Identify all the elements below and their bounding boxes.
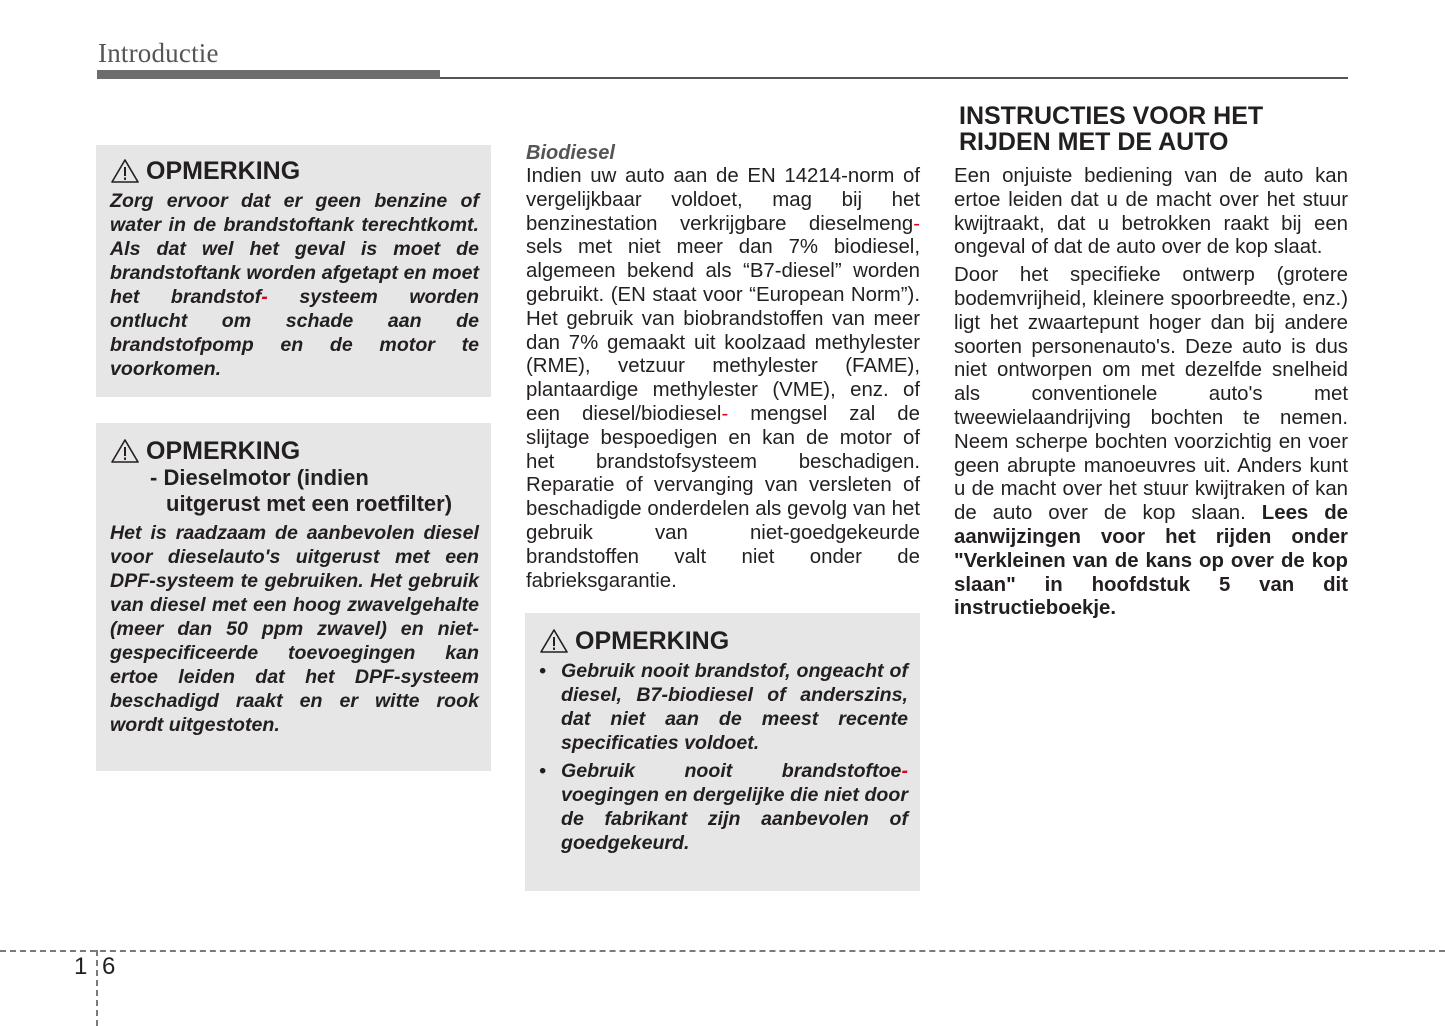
paragraph-text: sels met niet meer dan 7% biodiesel, algemeen bekend als “B7-diesel” worden gebruikt. (EN staat voor “European Norm”). Het gebruik van biobrandstoffen van meer dan 7% gemaakt uit koolzaad methylester (RME), vetzuur methylester (FAME), plantaardige methylester (VME), enz. of een diesel/biodiesel [526,236,920,425]
header-bar [97,70,440,79]
header-rule [440,77,1348,79]
note-bullet: • Gebruik nooit brandstoftoe- voegingen en dergelijke die niet door de fabrikant zijn aanbevolen of goedgekeurd. [539,759,908,855]
note-bullet: • Gebruik nooit brandstof, ongeacht of diesel, B7-biodiesel of anderszins, dat niet aan de meest recente specificaties voldoet. [539,659,908,755]
paragraph-text: Door het specifieke ontwerp (grotere bodemvrijheid, kleinere spoorbreedte, enz.) ligt het zwaartepunt hoger dan bij andere soorten personenauto's. Deze auto is dus niet ontworpen om met dezelfde snelheid als conventionele auto's met tweewielaandrijving bochten te nemen. Neem scherpe bochten voorzichtig en voer geen abrupte manoeuvres uit. Anders kunt u de macht over het stuur kwijtraken of kan de auto over de kop slaan. [954,264,1348,525]
note-heading [539,627,908,655]
paragraph-text: Indien uw auto aan de EN 14214-norm of vergelijkbaar voldoet, mag bij het benzinestation verkrijgbare dieselmeng [526,165,920,235]
warning-triangle-icon [539,628,569,654]
note-body: Zorg ervoor dat er geen benzine of water in de brandstoftank terechtkomt. Als dat wel het geval is moet de brandstoftank worden afgetapt en moet het brandstof- systeem worden ontlucht om schade aan de brandstofpomp en de motor te voorkomen. [110,190,479,380]
biodiesel-section [526,141,920,597]
driving-instructions [954,165,1348,625]
bullet-text: voegingen en dergelijke die niet door de fabrikant zijn aanbevolen of goedgekeurd. [561,784,908,854]
warning-triangle-icon [110,158,140,184]
biodiesel-heading: Biodiesel [526,142,615,164]
note-text: systeem worden ontlucht om schade aan de brandstofpomp en de motor te voorkomen. [110,286,479,380]
note-title: OPMERKING [146,437,301,465]
note-box-fuel-specs [525,613,920,891]
bullet-text: Gebruik nooit brandstoftoe [561,760,902,782]
note-box-fuel-contamination [96,145,491,397]
page-number: 6 [102,953,116,980]
paragraph-text: mengsel zal de slijtage bespoedigen en kan de motor of het brandstofsysteem beschadigen. Reparatie of vervanging van versleten of beschadigde onderdelen als gevolg van het gebruik van niet-goedgekeurde brandstoffen valt niet onder de fabrieksgarantie. [526,402,920,592]
chapter-number: 1 [74,953,88,980]
note-subtitle-line: uitgerust met een roetfilter) [166,491,453,516]
note-title: OPMERKING [146,157,301,185]
section-title-line: RIJDEN MET DE AUTO [959,128,1229,156]
paragraph-bold-text: Lees de aanwijzingen voor het rijden onder "Verkleinen van de kans op over de kop slaan" in hoofdstuk 5 van dit instructieboekje. [954,502,1349,620]
note-text: Zorg ervoor dat er geen benzine of water in de brandstoftank terechtkomt. Als dat wel het geval is moet de brandstoftank worden afgetapt en moet het brandstof [110,190,479,308]
note-heading [110,437,479,465]
note-heading [110,157,479,185]
driving-paragraph: Een onjuiste bediening van de auto kan ertoe leiden dat u de macht over het stuur kwijtraakt, dat u betrokken raakt bij een ongeval of dat de auto over de kop slaat. [954,165,1348,259]
note-subtitle-line: - Dieselmotor (indien [150,465,369,490]
biodiesel-paragraph: Indien uw auto aan de EN 14214-norm of vergelijkbaar voldoet, mag bij het benzinestation verkrijgbare dieselmeng- sels met niet meer dan 7% biodiesel, algemeen bekend als “B7-diesel” worden gebruikt. (EN staat voor “European Norm”). Het gebruik van biobrandstoffen van meer dan 7% gemaakt uit koolzaad methylester (RME), vetzuur methylester (FAME), plantaardige methylester (VME), enz. of een diesel/biodiesel- mengsel zal de slijtage bespoedigen en kan de motor of het brandstofsysteem beschadigen. Reparatie of vervanging van versleten of beschadigde onderdelen als gevolg van het gebruik van niet-goedgekeurde brandstoffen valt niet onder de fabrieksgarantie. [526,165,920,592]
page-header-title: Introductie [98,38,219,68]
warning-triangle-icon [110,438,140,464]
note-body [539,659,908,855]
footer-divider [96,950,98,1026]
section-title-line: INSTRUCTIES VOOR HET [959,102,1264,130]
section-title [959,103,1349,155]
note-bullet-list [539,659,908,855]
note-subtitle [150,465,479,517]
footer-rule [0,950,1445,952]
note-box-dpf [96,423,491,771]
driving-paragraph [954,264,1348,621]
note-title: OPMERKING [575,627,730,655]
note-body: Het is raadzaam de aanbevolen diesel voor dieselauto's uitgerust met een DPF-systeem te gebruiken. Het gebruik van diesel met een hoog zwavelgehalte (meer dan 50 ppm zwavel) en niet-gespecificeerde toevoegingen kan ertoe leiden dat het DPF-systeem beschadigd raakt en er witte rook wordt uitgestoten. [110,522,479,736]
